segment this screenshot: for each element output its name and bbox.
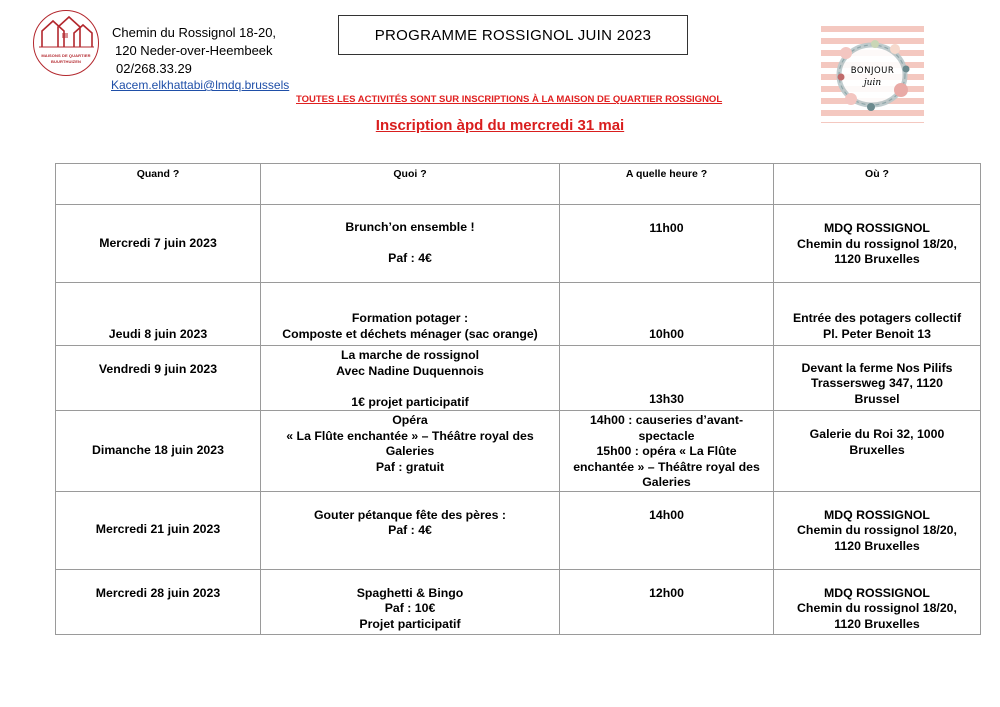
logo-text-line1: MAISONS DE QUARTIER: [41, 53, 91, 58]
cell-what: [261, 346, 560, 411]
cell-line: 1120 Bruxelles: [834, 252, 920, 266]
cell-line: Chemin du rossignol 18/20,: [797, 601, 957, 615]
table-row: [56, 205, 981, 283]
cell-line: MDQ ROSSIGNOL: [824, 507, 930, 522]
cell-line: MDQ ROSSIGNOL: [824, 221, 930, 235]
cell-line: Entrée des potagers collectif: [792, 311, 962, 325]
program-table: [55, 163, 981, 635]
cell-line: 14h00 : causeries d’avant-: [589, 413, 744, 427]
cell-time: [560, 411, 774, 492]
cell-when: Mercredi 21 juin 2023: [56, 491, 261, 569]
column-header-time: A quelle heure ?: [560, 164, 774, 205]
cell-time: [560, 346, 774, 411]
cell-what: [261, 283, 560, 346]
column-header-what: Quoi ?: [261, 164, 560, 205]
cell-when: Vendredi 9 juin 2023: [56, 346, 261, 411]
cell-line: 1120 Bruxelles: [834, 616, 920, 631]
bonjour-text: BONJOUR: [850, 66, 895, 76]
cell-line: 15h00 : opéra « La Flûte: [596, 444, 737, 458]
cell-line: Paf : gratuit: [375, 459, 445, 474]
column-header-where: Où ?: [774, 164, 981, 205]
registration-notice: TOUTES LES ACTIVITÉS SONT SUR INSCRIPTIONS À LA MAISON DE QUARTIER ROSSIGNOL: [296, 94, 723, 105]
cell-line: Paf : 10€: [384, 601, 436, 615]
address-city: 120 Neder-over-Heembeek: [115, 43, 273, 58]
cell-when: Jeudi 8 juin 2023: [56, 283, 261, 346]
cell-when: Mercredi 28 juin 2023: [56, 569, 261, 634]
table-row: [56, 346, 981, 411]
cell-line: 14h00: [649, 507, 684, 522]
cell-where: [774, 205, 981, 283]
cell-line: 13h30: [649, 391, 684, 406]
logo-text-line2: BUURTHUIZEN: [51, 59, 81, 64]
cell-line: Brussel: [854, 391, 900, 406]
cell-line: Opéra: [392, 413, 428, 427]
cell-where: [774, 346, 981, 411]
address-block: [112, 24, 276, 78]
email-link[interactable]: Kacem.elkhattabi@lmdq.brussels: [111, 78, 290, 92]
cell-line: Formation potager :: [351, 311, 469, 325]
address-phone: 02/268.33.29: [116, 61, 192, 76]
cell-gap: [264, 379, 556, 395]
cell-line: Chemin du rossignol 18/20,: [797, 523, 957, 537]
cell-what: [261, 491, 560, 569]
cell-time: [560, 205, 774, 283]
table-row: [56, 283, 981, 346]
cell-where: [774, 569, 981, 634]
cell-line: Chemin du rossignol 18/20,: [797, 236, 957, 251]
cell-line: La marche de rossignol: [340, 348, 480, 362]
cell-line: Pl. Peter Benoit 13: [823, 326, 931, 341]
maisons-de-quartier-logo: [33, 10, 99, 76]
cell-what: [261, 411, 560, 492]
cell-line: Paf : 4€: [388, 251, 432, 266]
cell-line: « La Flûte enchantée » – Théâtre royal des: [286, 428, 534, 443]
cell-line: Devant la ferme Nos Pilifs: [801, 360, 953, 375]
cell-line: Galerie du Roi 32, 1000: [809, 427, 945, 441]
column-header-when: Quand ?: [56, 164, 261, 205]
table-row: [56, 491, 981, 569]
cell-line: spectacle: [638, 428, 695, 443]
cell-line: Spaghetti & Bingo: [356, 585, 464, 600]
page-title: PROGRAMME ROSSIGNOL JUIN 2023: [338, 15, 688, 55]
cell-line: Gouter pétanque fête des pères :: [313, 507, 506, 522]
cell-line: 11h00: [649, 221, 684, 235]
cell-line: Trassersweg 347, 1120: [811, 376, 943, 390]
cell-where: [774, 411, 981, 492]
cell-time: [560, 569, 774, 634]
cell-gap: [264, 236, 556, 252]
cell-when: Mercredi 7 juin 2023: [56, 205, 261, 283]
table-row: [56, 569, 981, 634]
cell-where: [774, 283, 981, 346]
table-row: [56, 411, 981, 492]
cell-line: Projet participatif: [359, 616, 461, 631]
cell-line: Galeries: [642, 475, 691, 489]
cell-line: 12h00: [649, 585, 684, 600]
address-street: Chemin du Rossignol 18-20,: [112, 25, 277, 40]
cell-what: [261, 569, 560, 634]
table-header-row: [56, 164, 981, 205]
bonjour-juin-image: [821, 26, 924, 123]
houses-icon: [34, 11, 97, 51]
inscription-date: Inscription àpd du mercredi 31 mai: [375, 117, 625, 134]
cell-line: enchantée » – Théâtre royal des: [573, 459, 760, 474]
cell-where: [774, 491, 981, 569]
cell-line: Galeries: [385, 444, 435, 458]
cell-line: 10h00: [649, 326, 684, 341]
cell-what: [261, 205, 560, 283]
cell-when: Dimanche 18 juin 2023: [56, 411, 261, 492]
cell-line: Composte et déchets ménager (sac orange): [282, 326, 538, 341]
cell-time: [560, 283, 774, 346]
cell-time: [560, 491, 774, 569]
cell-line: 1€ projet participatif: [351, 394, 469, 409]
cell-line: Bruxelles: [849, 442, 905, 457]
cell-line: 1120 Bruxelles: [834, 538, 920, 553]
juin-text: juin: [863, 78, 882, 88]
cell-line: Avec Nadine Duquennois: [336, 363, 484, 378]
cell-line: MDQ ROSSIGNOL: [824, 585, 930, 600]
cell-line: Brunch’on ensemble !: [345, 220, 475, 235]
cell-line: Paf : 4€: [388, 523, 432, 537]
